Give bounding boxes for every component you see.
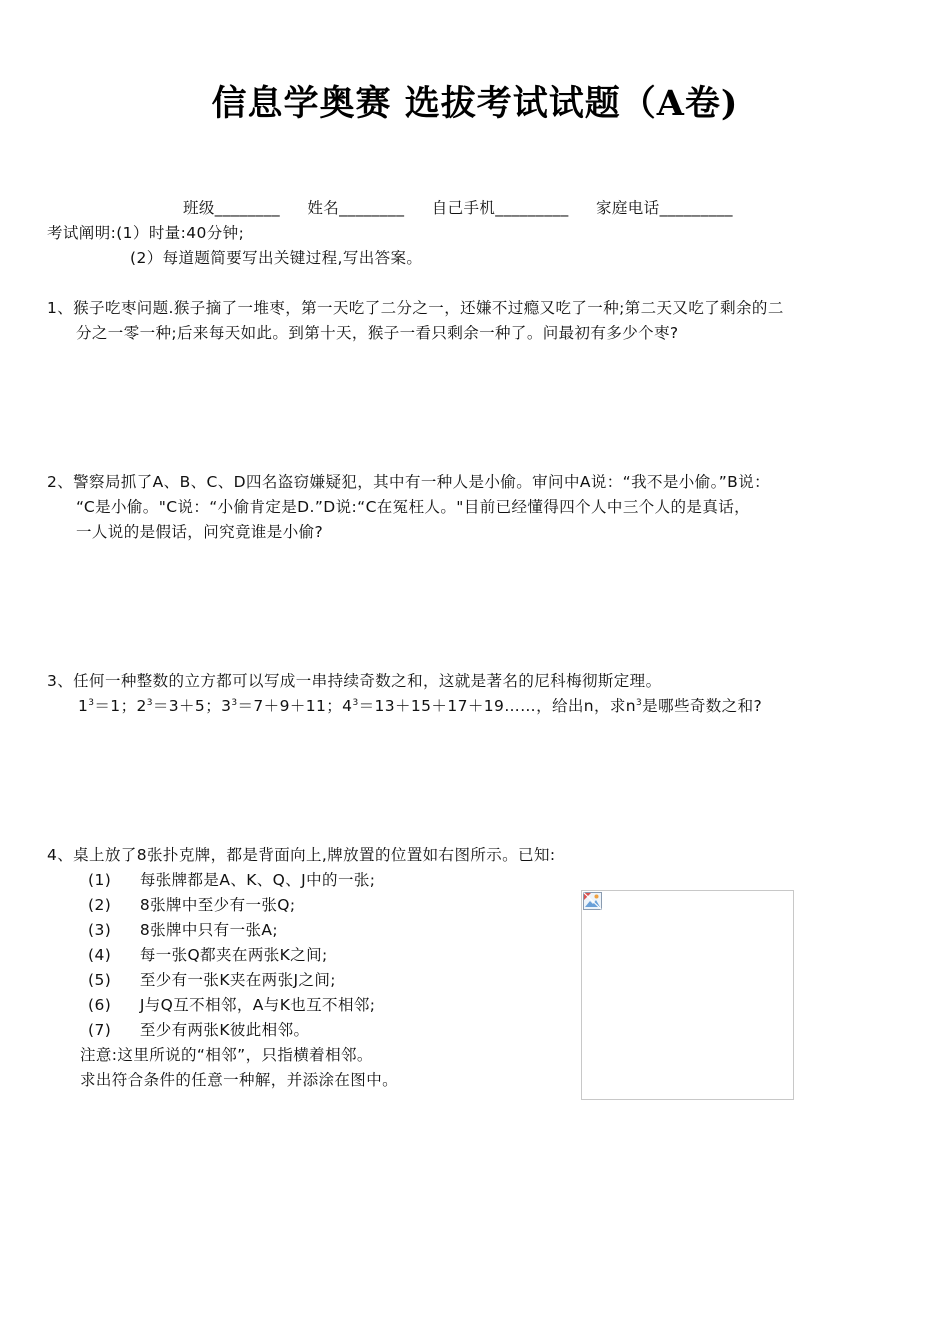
q4-condition-text: 8张牌中至少有一张Q; — [139, 896, 296, 914]
q3-base-1: 1 — [78, 697, 89, 715]
q4-condition-text: 每一张Q都夹在两张K之间; — [139, 946, 328, 964]
q4-condition-number: (3) — [88, 921, 112, 939]
q4-condition-2 — [88, 895, 296, 915]
q3-base-4: 4 — [342, 697, 353, 715]
q3-rest-2: ＝3＋5； — [152, 697, 222, 715]
q4-condition-5 — [88, 970, 336, 990]
card-layout-image — [581, 890, 794, 1100]
q2-line-1: 2、警察局抓了A、B、C、D四名盗窃嫌疑犯，其中有一种人是小偷。审问中A说：“我不是小偷。”B说： — [47, 473, 771, 491]
q3-equation-line — [78, 696, 762, 716]
q3-rest-1: ＝1； — [94, 697, 137, 715]
name-field: 姓名________ — [307, 199, 405, 217]
q3-line-1: 3、任何一种整数的立方都可以写成一串持续奇数之和，这就是著名的尼科梅彻斯定理。 — [47, 672, 662, 690]
q4-condition-text: 8张牌中只有一张A; — [139, 921, 278, 939]
q4-condition-text: 至少有一张K夹在两张J之间; — [139, 971, 336, 989]
q3-rest-4: ＝13＋15＋17＋19……，给出n，求n — [358, 697, 637, 715]
q4-condition-number: (7) — [88, 1021, 112, 1039]
q3-exp-1: 3 — [88, 697, 95, 708]
mobile-field: 自己手机_________ — [431, 199, 569, 217]
q3-rest-3: ＝7＋9＋11； — [237, 697, 343, 715]
instructions-line-2: (2）每道题简要写出关键过程,写出答案。 — [130, 249, 423, 267]
q4-condition-6 — [88, 995, 375, 1015]
q3-base-3: 3 — [221, 697, 232, 715]
instructions-line-1: 考试阐明:(1）时量:40分钟; — [47, 224, 245, 242]
q3-tail: 是哪些奇数之和? — [642, 697, 763, 715]
q4-condition-text: 每张牌都是A、K、Q、J中的一张; — [139, 871, 376, 889]
q2-line-2: “C是小偷。"C说：“小偷肯定是D.”D说:“C在冤枉人。"目前已经懂得四个人中三个人的是真话， — [76, 498, 751, 516]
q1-line-1: 1、猴子吃枣问题.猴子摘了一堆枣，第一天吃了二分之一，还嫌不过瘾又吃了一种;第二天又吃了剩余的二 — [47, 299, 784, 317]
q3-exp-4: 3 — [352, 697, 359, 708]
q3-exp-3: 3 — [231, 697, 238, 708]
q4-condition-number: (2) — [88, 896, 112, 914]
q4-note-2: 求出符合条件的任意一种解，并添涂在图中。 — [80, 1071, 399, 1089]
q4-condition-number: (1) — [88, 871, 112, 889]
broken-image-icon — [583, 892, 602, 910]
q4-condition-4 — [88, 945, 328, 965]
q4-condition-number: (5) — [88, 971, 112, 989]
q2-line-3: 一人说的是假话，问究竟谁是小偷? — [76, 523, 324, 541]
q4-condition-text: 至少有两张K彼此相邻。 — [139, 1021, 310, 1039]
q4-condition-text: J与Q互不相邻，A与K也互不相邻; — [139, 996, 376, 1014]
q3-exp-n: 3 — [636, 697, 643, 708]
q4-condition-7 — [88, 1020, 309, 1040]
q4-condition-3 — [88, 920, 278, 940]
info-fields-row — [183, 198, 733, 218]
q3-base-2: 2 — [136, 697, 147, 715]
home-phone-field: 家庭电话_________ — [595, 199, 733, 217]
q4-condition-1 — [88, 870, 375, 890]
q4-note-1: 注意:这里所说的“相邻”，只指横着相邻。 — [80, 1046, 373, 1064]
q3-exp-2: 3 — [146, 697, 153, 708]
q4-condition-number: (6) — [88, 996, 112, 1014]
page-title: 信息学奥赛 选拔考试试题（A卷) — [211, 83, 739, 124]
q4-intro: 4、桌上放了8张扑克牌，都是背面向上,牌放置的位置如右图所示。已知: — [47, 846, 556, 864]
q1-line-2: 分之一零一种;后来每天如此。到第十天，猴子一看只剩余一种了。问最初有多少个枣? — [76, 324, 679, 342]
q4-condition-number: (4) — [88, 946, 112, 964]
class-field: 班级________ — [183, 199, 281, 217]
